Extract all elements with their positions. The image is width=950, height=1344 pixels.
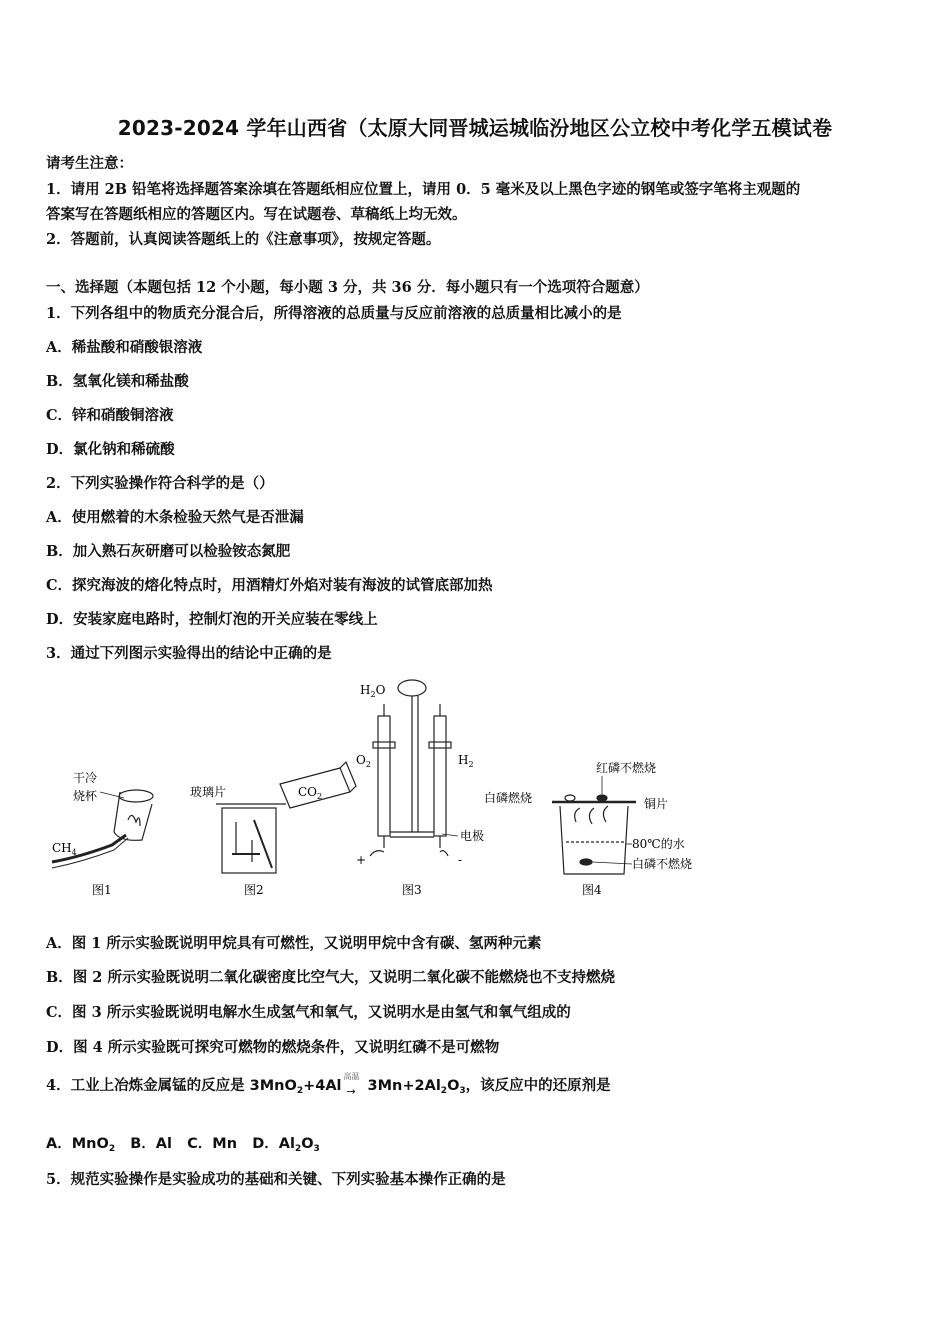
notice-heading: 请考生注意： xyxy=(46,155,133,172)
ch4-sub: 4 xyxy=(71,848,77,857)
q4-condition: 高温 xyxy=(343,1072,360,1081)
q4-option-c: C．Mn xyxy=(187,1136,238,1152)
figure-2-co2-pouring xyxy=(216,762,356,873)
white-p-no-burn-label: 白磷不燃烧 xyxy=(632,857,693,871)
q4-option-a-sub: 2 xyxy=(108,1144,116,1154)
question-1-option-b: B．氢氧化镁和稀盐酸 xyxy=(46,373,189,390)
question-3-option-a: A．图 1 所示实验既说明甲烷具有可燃性，又说明甲烷中含有碳、氢两种元素 xyxy=(46,935,542,952)
question-4-options xyxy=(46,1132,320,1154)
question-2-stem: 2．下列实验操作符合科学的是（） xyxy=(46,475,274,492)
question-1-stem: 1．下列各组中的物质充分混合后，所得溶液的总质量与反应前溶液的总质量相比减小的是 xyxy=(46,305,622,322)
q4-option-d xyxy=(252,1136,320,1152)
q4-option-b: B．Al xyxy=(130,1136,172,1152)
q4-suffix: ，该反应中的还原剂是 xyxy=(465,1077,611,1094)
h2-sub: 2 xyxy=(468,760,474,769)
glass-plate-label: 玻璃片 xyxy=(190,785,227,799)
q4-eq-left-sub: 2 xyxy=(296,1086,304,1096)
q4-option-a-text: A．MnO xyxy=(46,1136,109,1152)
dry-beaker-label-1: 干冷 xyxy=(73,771,98,785)
arrow-icon: → xyxy=(346,1085,356,1098)
question-3-stem: 3．通过下列图示实验得出的结论中正确的是 xyxy=(46,645,332,662)
question-2-option-a: A．使用燃着的木条检验天然气是否泄漏 xyxy=(46,509,304,526)
notice-item-1-line-1: 1．请用 2B 铅笔将选择题答案涂填在答题纸相应位置上，请用 0．5 毫米及以上黑色字迹的钢笔或签字笔将主观题的 xyxy=(46,181,801,198)
minus-sign: - xyxy=(458,853,463,867)
electrode-label: 电极 xyxy=(460,829,485,843)
figure-3-electrolysis xyxy=(370,680,451,856)
question-1-option-d: D．氯化钠和稀硫酸 xyxy=(46,441,175,458)
question-1-option-a: A．稀盐酸和硝酸银溶液 xyxy=(46,339,203,356)
q4-reaction-arrow xyxy=(343,1072,366,1098)
figure-1-caption: 图1 xyxy=(92,883,112,897)
dry-beaker-label-2: 烧杯 xyxy=(73,789,98,803)
co2-label xyxy=(298,785,322,801)
q4-equation xyxy=(249,1072,466,1098)
question-3-option-c: C．图 3 所示实验既说明电解水生成氢气和氧气，又说明水是由氢气和氧气组成的 xyxy=(46,1004,571,1021)
white-p-burn-label: 白磷燃烧 xyxy=(484,791,533,805)
ch4-label xyxy=(52,841,77,857)
q4-option-d-sub2: 3 xyxy=(313,1144,320,1154)
o2-sub: 2 xyxy=(365,760,371,769)
q4-option-d-sub1: 2 xyxy=(294,1144,302,1154)
figure-3-caption: 图3 xyxy=(402,883,422,897)
co2-sub: 2 xyxy=(317,792,323,801)
question-4-stem xyxy=(46,1074,611,1096)
notice-item-2: 2．答题前，认真阅读答题纸上的《注意事项》，按规定答题。 xyxy=(46,231,441,248)
question-3-option-b: B．图 2 所示实验既说明二氧化碳密度比空气大，又说明二氧化碳不能燃烧也不支持燃烧 xyxy=(46,969,615,986)
q4-eq-right-sub2: 3 xyxy=(459,1086,466,1096)
ch4-text: CH xyxy=(52,841,72,855)
copper-sheet-label: 铜片 xyxy=(644,797,669,811)
co2-text: CO xyxy=(298,785,318,799)
question-3-option-d: D．图 4 所示实验既可探究可燃物的燃烧条件，又说明红磷不是可燃物 xyxy=(46,1039,500,1056)
figure-1-methane-burning xyxy=(52,790,153,868)
q4-eq-plus-al: +4Al xyxy=(303,1078,342,1094)
o2-text: O xyxy=(356,753,366,767)
q4-prefix: 4．工业上冶炼金属锰的反应是 xyxy=(46,1077,250,1094)
q4-eq-right: 3Mn+2Al xyxy=(367,1078,441,1094)
q4-option-a xyxy=(46,1136,115,1152)
hot-water-label: 80℃的水 xyxy=(632,837,685,851)
figure-4-caption: 图4 xyxy=(582,883,602,897)
h2o-o: O xyxy=(375,683,386,697)
h2-label xyxy=(458,753,474,769)
h2o-label xyxy=(360,683,386,699)
q4-option-d-o: O xyxy=(301,1136,314,1152)
q4-option-d-text: D．Al xyxy=(252,1136,295,1152)
q4-eq-right-o: O xyxy=(447,1078,460,1094)
q4-eq-right-sub1: 2 xyxy=(440,1086,448,1096)
question-2-option-c: C．探究海波的熔化特点时，用酒精灯外焰对装有海波的试管底部加热 xyxy=(46,577,493,594)
question-3-figure xyxy=(40,672,720,907)
section-heading: 一、选择题（本题包括 12 个小题，每小题 3 分，共 36 分．每小题只有一个选项符合题意） xyxy=(46,279,649,296)
h2-text: H xyxy=(458,753,469,767)
question-1-option-c: C．锌和硝酸铜溶液 xyxy=(46,407,174,424)
question-5-stem: 5．规范实验操作是实验成功的基础和关键、下列实验基本操作正确的是 xyxy=(46,1171,506,1188)
q4-eq-left: 3MnO xyxy=(249,1078,297,1094)
notice-item-1-line-2: 答案写在答题纸相应的答题区内。写在试题卷、草稿纸上均无效。 xyxy=(46,206,467,223)
question-2-option-b: B．加入熟石灰研磨可以检验铵态氮肥 xyxy=(46,543,291,560)
question-2-option-d: D．安装家庭电路时，控制灯泡的开关应装在零线上 xyxy=(46,611,378,628)
h2o-h: H xyxy=(360,683,371,697)
page-title: 2023-2024 学年山西省（太原大同晋城运城临汾地区公立校中考化学五模试卷 xyxy=(117,116,833,140)
red-p-no-burn-label: 红磷不燃烧 xyxy=(596,761,657,775)
h2o-sub: 2 xyxy=(370,690,376,699)
plus-sign: + xyxy=(356,853,367,867)
o2-label xyxy=(356,753,371,769)
figure-2-caption: 图2 xyxy=(244,883,264,897)
